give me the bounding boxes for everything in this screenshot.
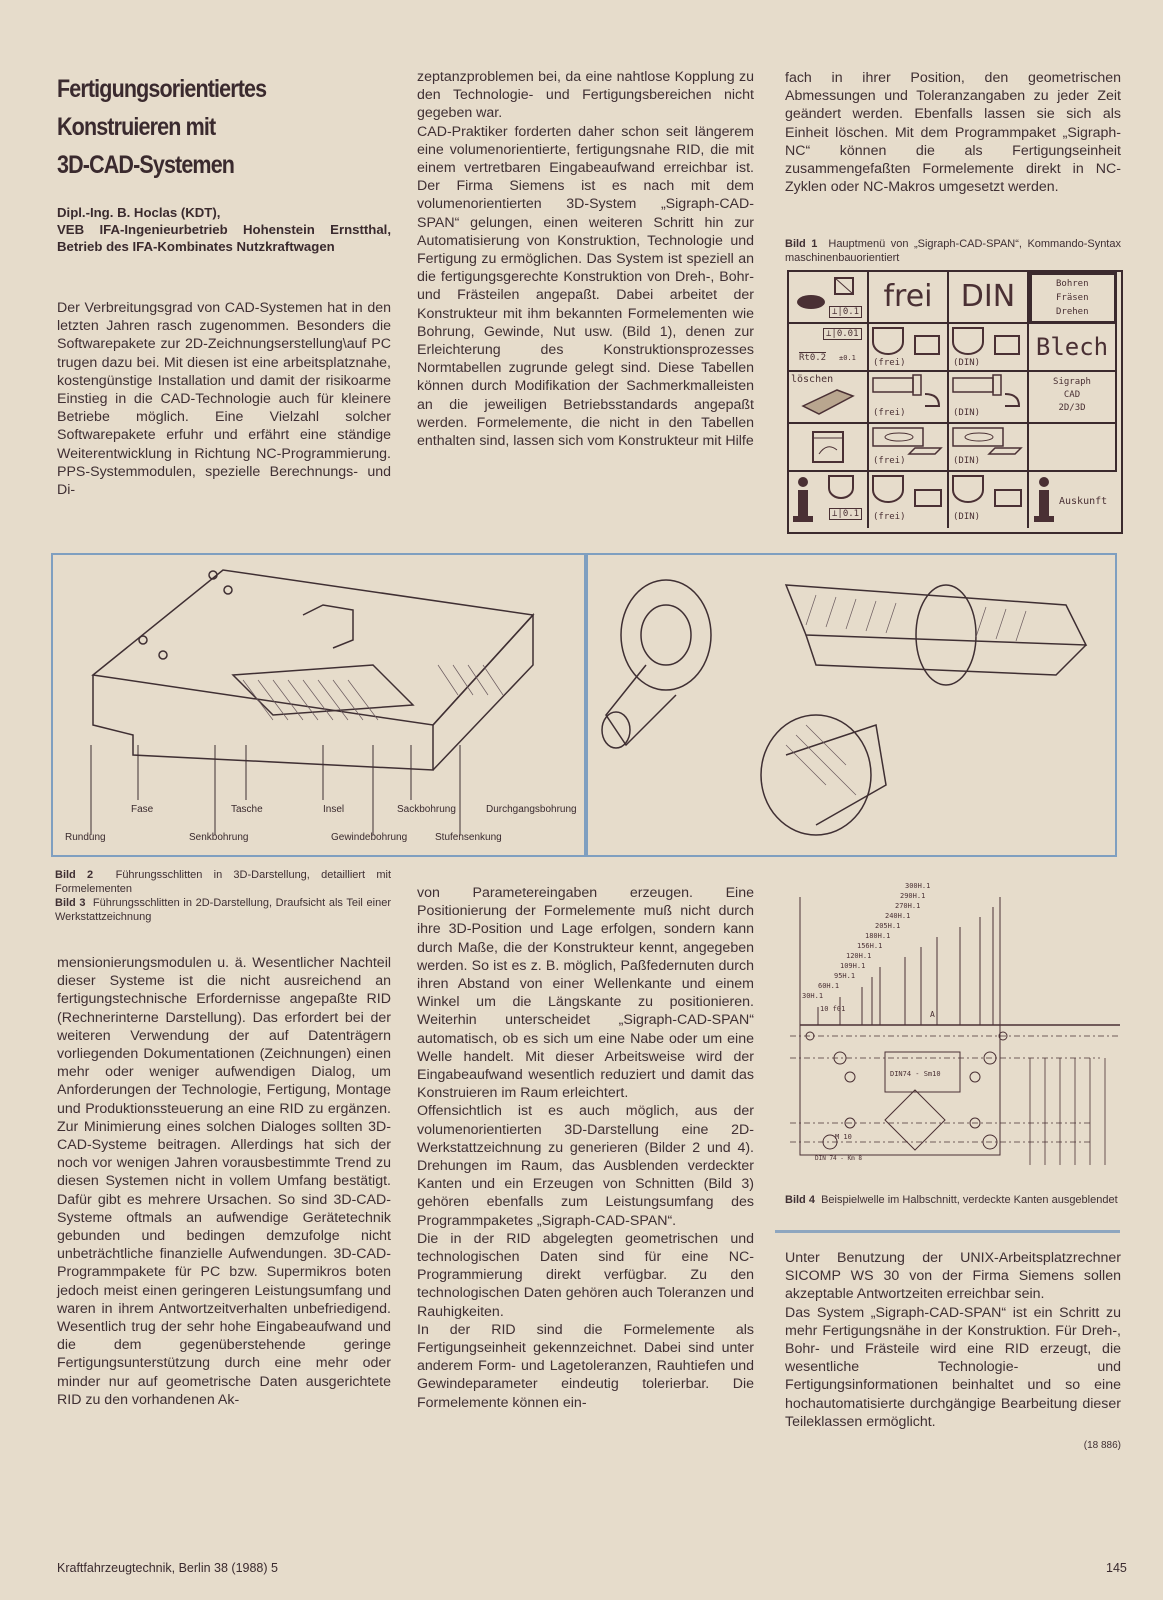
caption-text: Führungsschlitten in 2D-Darstellung, Draufsicht als Teil einer Werkstattzeichnung (55, 897, 391, 923)
author-name: Dipl.-Ing. B. Hoclas (KDT), (57, 205, 221, 220)
frei-tag: (frei) (873, 408, 906, 418)
menu-cell-tolerance (789, 324, 869, 372)
paragraph: CAD-Praktiker forderten daher schon seit längerem eine volumenorientierte, fertigungsnahe RID, die mit einem vertretbaren Eingabeaufwand erreichbar ist. Der Firma Siemens ist es nach mit dem volumenorientierten 3D-System „Sigraph-CAD-SPAN“ gelungen, einen weiteren Schritt hin zur Automatisierung von Konstruktion, Technologie und Fertigung zu ermöglichen. Das System ist speziell an die fertigungsgerechte Konstruktion von Dreh-, Bohr- und Frästeilen angepaßt. Dabei arbeitet der Konstrukteur mit ihm bekannten Formelementen wie Bohrung, Gewinde, Nut usw. (Bild 1), denen zur Erleichterung des Konstruktionsprozesses Normtabellen zugrunde gelegt sind. Diese Tabellen können durch Modifikation der Sachmerkmalleisten an die jeweiligen Betriebsstandards angepaßt werden. Formelemente, die nicht in den Tabellen enthalten sind, lassen sich vom Konstrukteur mit Hilfe (417, 123, 754, 450)
dimension-label: 240H.1 (885, 912, 911, 920)
paragraph: von Parametereingaben erzeugen. Eine Positionierung der Formelemente muß nicht durch ihre 3D-Position und Lage erfolgen, sondern kann durch Maße, die der Konstrukteur kennt, angegeben werden. So ist es z. B. möglich, Paßfedernuten durch ihren Abstand von einer Wellenkante und einem Winkel um die Längskante zu positionieren. Weiterhin unterscheidet „Sigraph-CAD-SPAN“ automatisch, ob es sich um eine Nabe oder um eine Welle handelt. Mit dieser Arbeitsweise wird der Eingabeaufwand wesentlich reduziert und damit das Konstruieren im Raum erleichtert. (417, 885, 754, 1102)
menu-cell-info-tol (789, 472, 869, 528)
delete-label: löschen (791, 374, 834, 385)
dimension-label: 10 f01 (820, 1005, 846, 1013)
label-durchgangsbohrung: Durchgangsbohrung (486, 804, 577, 815)
dimension-label: 109H.1 (840, 962, 866, 970)
menu-cell-delete (789, 372, 869, 424)
din-tag: (DIN) (953, 456, 981, 466)
mode-label: Drehen (1056, 307, 1089, 317)
thread-bore-icon (949, 472, 1027, 510)
menu-cell-auskunft (1029, 472, 1117, 528)
bild3-frame (584, 553, 1117, 857)
menu-cell-thread-din (949, 472, 1029, 528)
din-tag: (DIN) (953, 408, 981, 418)
label-sackbohrung: Sackbohrung (397, 804, 456, 815)
author-block (57, 204, 391, 255)
sigraph-line: Sigraph (1053, 377, 1091, 387)
delta-label: ±0.1 (839, 354, 856, 362)
drawing-note: DIN74 - Sm10 (890, 1070, 941, 1078)
label-insel: Insel (323, 804, 345, 815)
info-icon (1029, 472, 1059, 526)
dimension-label: 300H.1 (905, 882, 931, 890)
menu-cell-sigraph (1029, 372, 1117, 424)
caption-text: Hauptmenü von „Sigraph-CAD-SPAN“, Kommando-Syntax maschinenbauorientiert (785, 238, 1121, 264)
din-tag: (DIN) (953, 512, 981, 522)
figure-label: Bild 4 (785, 1194, 815, 1206)
title-line: Fertigungsorientiertes (57, 75, 267, 103)
thread-bore-icon (869, 472, 947, 510)
tolerance-label: ⊥|0.1 (829, 306, 862, 318)
drawing-note: M 10 (835, 1133, 852, 1141)
menu-cell-slot-frei (869, 424, 949, 472)
menu-cell-shaft-din (949, 372, 1029, 424)
menu-cell-bore-din (949, 324, 1029, 372)
label-stufensenkung: Stufensenkung (435, 832, 502, 843)
sigraph-line: 2D/3D (1058, 403, 1086, 413)
bild2-frame (51, 553, 588, 857)
menu-cell-slot-din (949, 424, 1029, 472)
menu-cell-empty (1029, 424, 1117, 472)
dimension-label: 270H.1 (895, 902, 921, 910)
view-window-icon (789, 424, 867, 470)
label-rundung: Rundung (65, 832, 106, 843)
menu-cell-view (789, 424, 869, 472)
paragraph: Offensichtlich ist es auch möglich, aus der volumenorientierten 3D-Darstellung eine 2D-Werkstattzeichnung zu generieren (Bilder 2 und 4). Drehungen im Raum, das Ausblenden verdeckter Kanten und ein Erzeugen von Schnitten (Bild 3) gehören ebenfalls zum Leistungsumfang des Programmpaketes „Sigraph-CAD-SPAN“. (417, 1103, 754, 1229)
main-menu-figure (787, 270, 1123, 534)
article-title (57, 70, 315, 184)
figure-label: Bild 1 (785, 238, 818, 250)
caption-text: Beispielwelle im Halbschnitt, verdeckte Kanten ausgeblendet (821, 1194, 1118, 1206)
title-line: Konstruieren mit (57, 113, 216, 141)
auskunft-label: Auskunft (1059, 496, 1108, 507)
label-tasche: Tasche (231, 804, 263, 815)
column-3-bottom (785, 1249, 1121, 1455)
journal-citation: Kraftfahrzeugtechnik, Berlin 38 (1988) 5 (57, 1561, 278, 1575)
bore-icon (869, 324, 947, 356)
dimension-label: 290H.1 (900, 892, 926, 900)
paragraph: fach in ihrer Position, den geometrischen Abmessungen und Toleranzangaben zu jeder Zeit geändert werden. Ebenfalls lassen sie sich als Einheit löschen. Mit dem Programmpaket „Sigraph-NC“ können die als Fertigungseinheit zusammengefaßten Formelemente direkt in NC-Zyklen oder NC-Makros umgesetzt werden. (785, 70, 1121, 196)
workshop-drawing (790, 880, 1120, 1165)
dimension-label: 120H.1 (846, 952, 872, 960)
reference-number: (18 886) (1083, 1440, 1121, 1452)
sigraph-line: CAD (1063, 390, 1081, 400)
shaft-icon (869, 372, 947, 408)
shaft-icon (949, 372, 1027, 408)
column-1-top (57, 299, 391, 499)
frei-tag: (frei) (873, 512, 906, 522)
bore-icon (949, 324, 1027, 356)
drawing-note: DIN 74 - Km 8 (815, 1155, 862, 1162)
page-number: 145 (1106, 1561, 1127, 1575)
slot-icon (949, 424, 1027, 458)
author-affiliation: VEB IFA-Ingenieurbetrieb Hohenstein Ernstthal, Betrieb des IFA-Kombinates Nutzkraftwagen (57, 222, 391, 254)
slot-icon (869, 424, 947, 458)
mode-label: Fräsen (1056, 293, 1089, 303)
paragraph: Unter Benutzung der UNIX-Arbeitsplatzrechner SICOMP WS 30 von der Firma Siemens sollen akzeptable Antwortzeiten erreichbar sein. (785, 1250, 1121, 1303)
shaft-section-3d-drawing (586, 555, 1115, 855)
menu-cell-blech: Blech (1029, 324, 1117, 372)
figure-label: Bild 3 (55, 897, 86, 909)
bild4-caption (785, 1193, 1121, 1207)
column-1-bottom (57, 954, 391, 1409)
label-senkbohrung: Senkbohrung (189, 832, 249, 843)
paragraph: Der Verbreitungsgrad von CAD-Systemen hat in den letzten Jahren rasch zugenommen. Besonders die Softwarepakete zur 2D-Zeichnungserstellung\auf PC trugen dazu bei. Mit diesen ist eine arbeitsplatznahe, kostengünstige Installation und damit der risikoarme Einstieg in die CAD-Technologie auch für kleinere Betriebe möglich. Eine Vielzahl solcher Softwarepakete erfuhr und erfährt eine ständige Weiterentwicklung in Richtung NC-Programmierung. PPS-Systemmodulen, spezielle Berechnungs- und Di- (57, 300, 391, 499)
menu-cell-bore-frei (869, 324, 949, 372)
dimension-label: 95H.1 (834, 972, 856, 980)
tolerance-label: ⊥|0.01 (823, 328, 862, 340)
bild2-3-caption (55, 868, 391, 924)
column-2-bottom (417, 884, 754, 1412)
roughness-label: Rt0.2 (799, 353, 827, 363)
column-separator (775, 1230, 1120, 1233)
mode-label: Bohren (1056, 279, 1089, 289)
paragraph: In der RID sind die Formelemente als Fertigungseinheit gekennzeichnet. Dabei sind unter anderem Form- und Lagetoleranzen, Rauhtiefen und Gewindeparameter eindeutig tolerierbar. Die Formelemente können ein- (417, 1321, 754, 1411)
dimension-label: 205H.1 (875, 922, 901, 930)
dimension-label: 30H.1 (802, 992, 824, 1000)
title-line: 3D-CAD-Systemen (57, 151, 235, 179)
dimension-label: 180H.1 (865, 932, 891, 940)
paragraph: Das System „Sigraph-CAD-SPAN“ ist ein Schritt zu mehr Fertigungsnähe in der Konstruktion. Für Dreh-, Bohr- und Frästeile wird eine RID erzeugt, die wesentliche Technologie- und Fertigungsinformationen beinhaltet und so eine hochautomatisierte durchgängige Bearbeitung dieser Teileklassen ermöglicht. (785, 1304, 1121, 1430)
label-fase: Fase (131, 804, 154, 815)
bild1-caption (785, 237, 1121, 265)
dimension-label: 156H.1 (857, 942, 883, 950)
column-2-top (417, 68, 754, 450)
menu-cell-shaft-frei (869, 372, 949, 424)
paragraph: zeptanzproblemen bei, da eine nahtlose Kopplung zu den Technologie- und Fertigungsbereichen nicht gegeben war. (417, 69, 754, 122)
section-marker: A (930, 1010, 935, 1019)
column-3-top (785, 69, 1121, 196)
frei-tag: (frei) (873, 456, 906, 466)
din-tag: (DIN) (953, 358, 981, 368)
dimension-label: 60H.1 (818, 982, 840, 990)
paragraph: Die in der RID abgelegten geometrischen und technologischen Daten sind für eine NC-Programmierung direkt verfügbar. Zu den technologischen Daten gehören auch Toleranzen und Rauhigkeiten. (417, 1230, 754, 1320)
menu-cell-din: DIN (949, 272, 1029, 324)
menu-cell-modes (1029, 272, 1117, 324)
menu-cell-mouse (789, 272, 869, 324)
bild4-drawing (790, 880, 1120, 1165)
menu-cell-frei: frei (869, 272, 949, 324)
tolerance-label: ⊥|0.1 (829, 508, 862, 520)
figure-label: Bild 2 (55, 869, 94, 881)
menu-cell-thread-frei (869, 472, 949, 528)
paragraph: mensionierungsmodulen u. ä. Wesentlicher Nachteil dieser Systeme ist die nicht ausreichend an fertigungstechnische Erfordernisse angepaßte RID (Rechnerinterne Darstellung). Das erfordert bei der weiteren Verwendung der auf Datenträgern vorliegenden Dokumentationen (Zeichnungen) einen mehr oder weniger aufwendigen Dialog, um Anforderungen der Technologie, Fertigung, Montage und Produktionssteuerung an eine RID zu ergänzen. Zur Minimierung eines solchen Dialoges sollten 3D-CAD-Systeme beitragen. Allerdings hat sich der noch vor wenigen Jahren vorausbestimmte Trend zu diesen Systemen nicht in vollem Umfang bestätigt. Dafür gibt es mehrere Ursachen. So sind 3D-CAD-Systeme oftmals an aufwendige Gerätetechnik gebunden und bedingen demzufolge nicht unbeträchtliche finanzielle Aufwendungen. 3D-CAD-Programmpakete für PC bzw. Supermikros boten jedoch meist einen geringeren Leistungsumfang und waren in ihrem Antwortzeitverhalten unbefriedigend. Wesentlich trug der sehr hohe Eingabeaufwand und die dem gegenüberstehende geringe Fertigungsunterstützung durch eine mehr oder minder nur auf geometrische Daten ausgerichtete RID zu den vorhandenen Ak- (57, 955, 391, 1408)
label-gewindebohrung: Gewindebohrung (331, 832, 408, 843)
frei-tag: (frei) (873, 358, 906, 368)
caption-text: Führungsschlitten in 3D-Darstellung, detailliert mit Formelementen (55, 869, 391, 895)
